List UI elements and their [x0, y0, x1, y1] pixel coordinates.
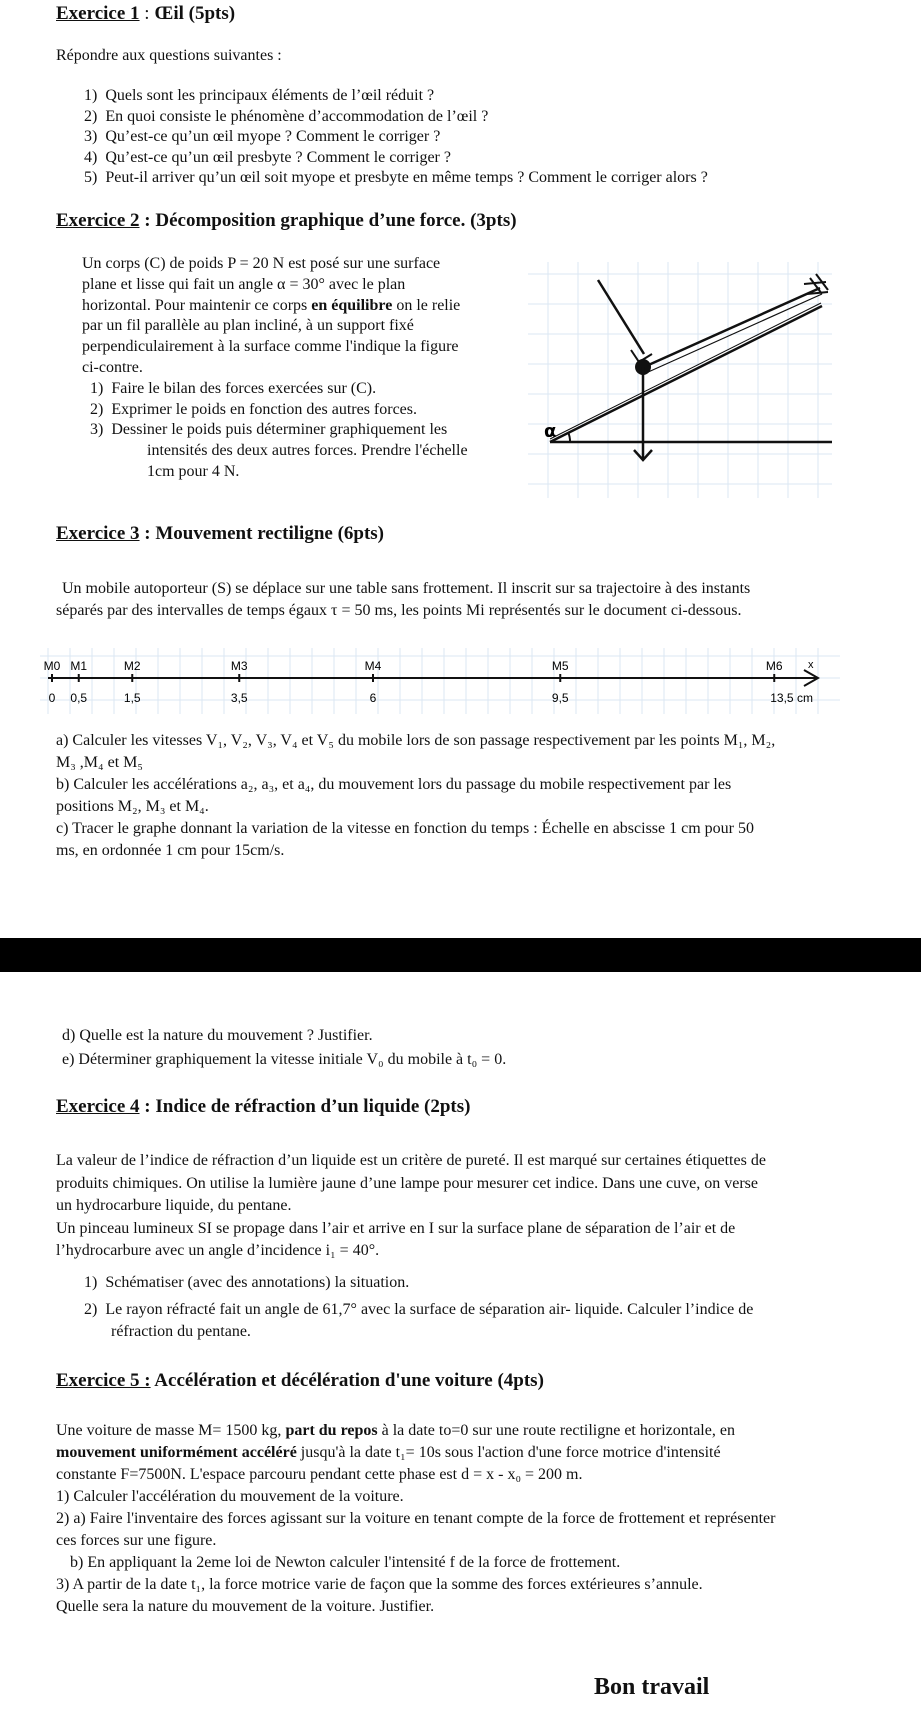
text-line: l’hydrocarbure avec un angle d’incidence i₁ = 40°. — [56, 1242, 380, 1259]
text-line: 3) A partir de la date t₁, la force motrice varie de façon que la somme des forces extérieures s’annule. — [56, 1576, 703, 1593]
list-item: 3) Qu’est-ce qu’un œil myope ? Comment le corriger ? — [84, 128, 441, 145]
text-line: d) Quelle est la nature du mouvement ? Justifier. — [62, 1027, 373, 1044]
ex3-title — [56, 523, 384, 545]
point-label-m3: M3 — [230, 659, 248, 673]
text-line: a) Calculer les vitesses V₁, V₂, V₃, V₄ et V₅ du mobile lors de son passage respectivement par les points M₁, M₂, — [56, 732, 776, 749]
ex4-questions — [84, 1272, 753, 1344]
text-line: b) Calculer les accélérations a₂, a₃, et a₄, du mouvement lors du passage du mobile respectivement par les — [56, 776, 732, 793]
footer-bon-travail: Bon travail — [594, 1674, 710, 1700]
list-item: 5) Peut-il arriver qu’un œil soit myope et presbyte en même temps ? Comment le corriger alors ? — [84, 169, 708, 186]
bold-phrase: mouvement uniformément accéléré — [56, 1444, 297, 1461]
list-item-cont: 1cm pour 4 N. — [147, 462, 240, 480]
ex1-number: Exercice 1 — [56, 3, 140, 24]
text-span: jusqu'à la date t₁= 10s sous l'action d'une force motrice d'intensité — [296, 1444, 721, 1461]
grid-background — [40, 648, 840, 714]
ex2-statement — [82, 254, 522, 483]
text-line — [56, 1442, 775, 1464]
plane-edge — [550, 303, 821, 439]
ex1-intro: Répondre aux questions suivantes : — [56, 47, 282, 64]
point-label-m5: M5 — [551, 659, 569, 673]
text-line: séparés par des intervalles de temps égaux τ = 50 ms, les points Mi représentés sur le document ci-dessous. — [56, 602, 742, 619]
point-label-m6: M6 — [765, 659, 783, 673]
point-label-m1: M1 — [70, 659, 88, 673]
text-line: produits chimiques. On utilise la lumière jaune d’une lampe pour mesurer cet indice. Dans une cuve, on verse — [56, 1174, 759, 1192]
list-item: 2) Le rayon réfracté fait un angle de 61,7° avec la surface de séparation air- liquide. Calculer l’indice de — [84, 1300, 754, 1318]
list-item: 3) Dessiner le poids puis déterminer graphiquement les — [90, 421, 448, 439]
list-item: 1) Quels sont les principaux éléments de l’œil réduit ? — [84, 87, 435, 104]
text-line: plane et lisse qui fait un angle α = 30° avec le plan — [82, 275, 406, 293]
trajectory-document — [40, 648, 840, 714]
bold-phrase: part du repos — [285, 1422, 378, 1439]
list-item-cont: intensités des deux autres forces. Prendre l'échelle — [147, 442, 468, 460]
text-line — [56, 1420, 775, 1442]
text-line: M₃ ,M₄ et M₅ — [56, 754, 143, 771]
ex1-heading-text: Œil (5pts) — [154, 3, 236, 24]
text-line: Un corps (C) de poids P = 20 N est posé sur une surface — [82, 255, 441, 272]
ex3-intro — [56, 578, 750, 622]
point-value-m0: 0 — [48, 691, 56, 705]
inclined-plane-figure — [528, 262, 832, 498]
ex5-statement — [56, 1420, 775, 1618]
point-label-m0: M0 — [43, 659, 61, 673]
text-line: un hydrocarbure liquide, du pentane. — [56, 1197, 292, 1214]
ex5-heading-text: Accélération et décélération d'une voiture (4pts) — [150, 1370, 544, 1391]
text-line: 1) Calculer l'accélération du mouvement de la voiture. — [56, 1488, 404, 1505]
list-item: 2) En quoi consiste le phénomène d’accommodation de l’œil ? — [84, 107, 489, 125]
ex4-heading-text: : Indice de réfraction d’un liquide (2pts) — [139, 1096, 471, 1117]
text-line: constante F=7500N. L'espace parcouru pendant cette phase est d = x - x₀ = 200 m. — [56, 1466, 583, 1483]
point-value-m2: 1,5 — [123, 691, 141, 705]
text-line: La valeur de l’indice de réfraction d’un liquide est un critère de pureté. Il est marqué sur certaines étiquettes de — [56, 1152, 766, 1169]
ex2-heading-text: : Décomposition graphique d’une force. (3pts) — [139, 210, 517, 231]
text-line: Un pinceau lumineux SI se propage dans l’air et arrive en I sur la surface plane de séparation de l’air et de — [56, 1219, 736, 1237]
point-value-m1: 0,5 — [70, 691, 88, 705]
text-line: b) En appliquant la 2eme loi de Newton calculer l'intensité f de la force de frottement. — [70, 1554, 621, 1571]
list-item-cont: réfraction du pentane. — [111, 1323, 251, 1340]
text-line: Un mobile autoporteur (S) se déplace sur une table sans frottement. Il inscrit sur sa trajectoire à des instants — [62, 580, 751, 597]
ex4-title — [56, 1096, 470, 1118]
text-line: positions M₂, M₃ et M₄. — [56, 798, 209, 815]
ex5-number: Exercice 5 : — [56, 1370, 151, 1391]
text-span: Une voiture de masse M= 1500 kg, — [56, 1422, 286, 1439]
point-value-m4: 6 — [369, 691, 377, 705]
text-line: c) Tracer le graphe donnant la variation de la vitesse en fonction du temps : Échelle en abscisse 1 cm pour 50 — [56, 820, 755, 837]
text-line: ces forces sur une figure. — [56, 1532, 217, 1549]
perpendicular-line — [598, 280, 644, 354]
point-value-m5: 9,5 — [551, 691, 569, 705]
ex1-question-list — [84, 86, 708, 189]
text-line: 2) a) Faire l'inventaire des forces agissant sur la voiture en tenant compte de la force de frottement et représenter — [56, 1510, 776, 1527]
ex2-number: Exercice 2 — [56, 210, 140, 231]
grid-background — [528, 262, 832, 498]
page-separator — [0, 938, 921, 972]
list-item: 4) Qu’est-ce qu’un œil presbyte ? Comment le corriger ? — [84, 148, 451, 166]
ex1-title — [56, 3, 235, 25]
point-value-m3: 3,5 — [230, 691, 248, 705]
ex5-title — [56, 1370, 544, 1392]
ex4-statement — [56, 1150, 766, 1263]
list-item: 2) Exprimer le poids en fonction des autres forces. — [90, 400, 418, 418]
list-item: 1) Faire le bilan des forces exercées sur (C). — [90, 379, 377, 397]
point-value-m6: 13,5 cm — [770, 691, 813, 705]
text-span: horizontal. Pour maintenir ce corps — [82, 296, 308, 314]
ex2-title — [56, 210, 517, 232]
text-line: Quelle sera la nature du mouvement de la voiture. Justifier. — [56, 1598, 435, 1615]
ex1-colon: : — [139, 3, 155, 24]
point-label-m2: M2 — [123, 659, 141, 673]
text-line: ms, en ordonnée 1 cm pour 15cm/s. — [56, 842, 285, 859]
trajectory-points — [44, 659, 813, 705]
text-span: on le relie — [392, 296, 461, 314]
angle-alpha-label: α — [544, 421, 557, 442]
bold-phrase: en équilibre — [307, 296, 393, 314]
string-line — [644, 288, 820, 367]
text-line: e) Déterminer graphiquement la vitesse initiale V₀ du mobile à t₀ = 0. — [62, 1051, 507, 1068]
point-label-m4: M4 — [364, 659, 382, 673]
text-span: à la date to=0 sur une route rectiligne et horizontale, en — [377, 1422, 735, 1439]
ex3-questions-cont — [62, 1024, 506, 1072]
ex3-heading-text: : Mouvement rectiligne (6pts) — [139, 523, 385, 544]
list-item: 1) Schématiser (avec des annotations) la situation. — [84, 1274, 410, 1291]
text-line: perpendiculairement à la surface comme l'indique la figure — [82, 338, 459, 356]
text-line: par un fil parallèle au plan incliné, à un support fixé — [82, 317, 414, 335]
ex3-questions — [56, 730, 775, 862]
axis-x-label: x — [808, 659, 814, 671]
inclined-plane-line — [550, 306, 822, 442]
text-line: ci-contre. — [82, 358, 143, 376]
text-line — [82, 296, 522, 317]
ex3-number: Exercice 3 — [56, 523, 140, 544]
ex4-number: Exercice 4 — [56, 1096, 140, 1117]
